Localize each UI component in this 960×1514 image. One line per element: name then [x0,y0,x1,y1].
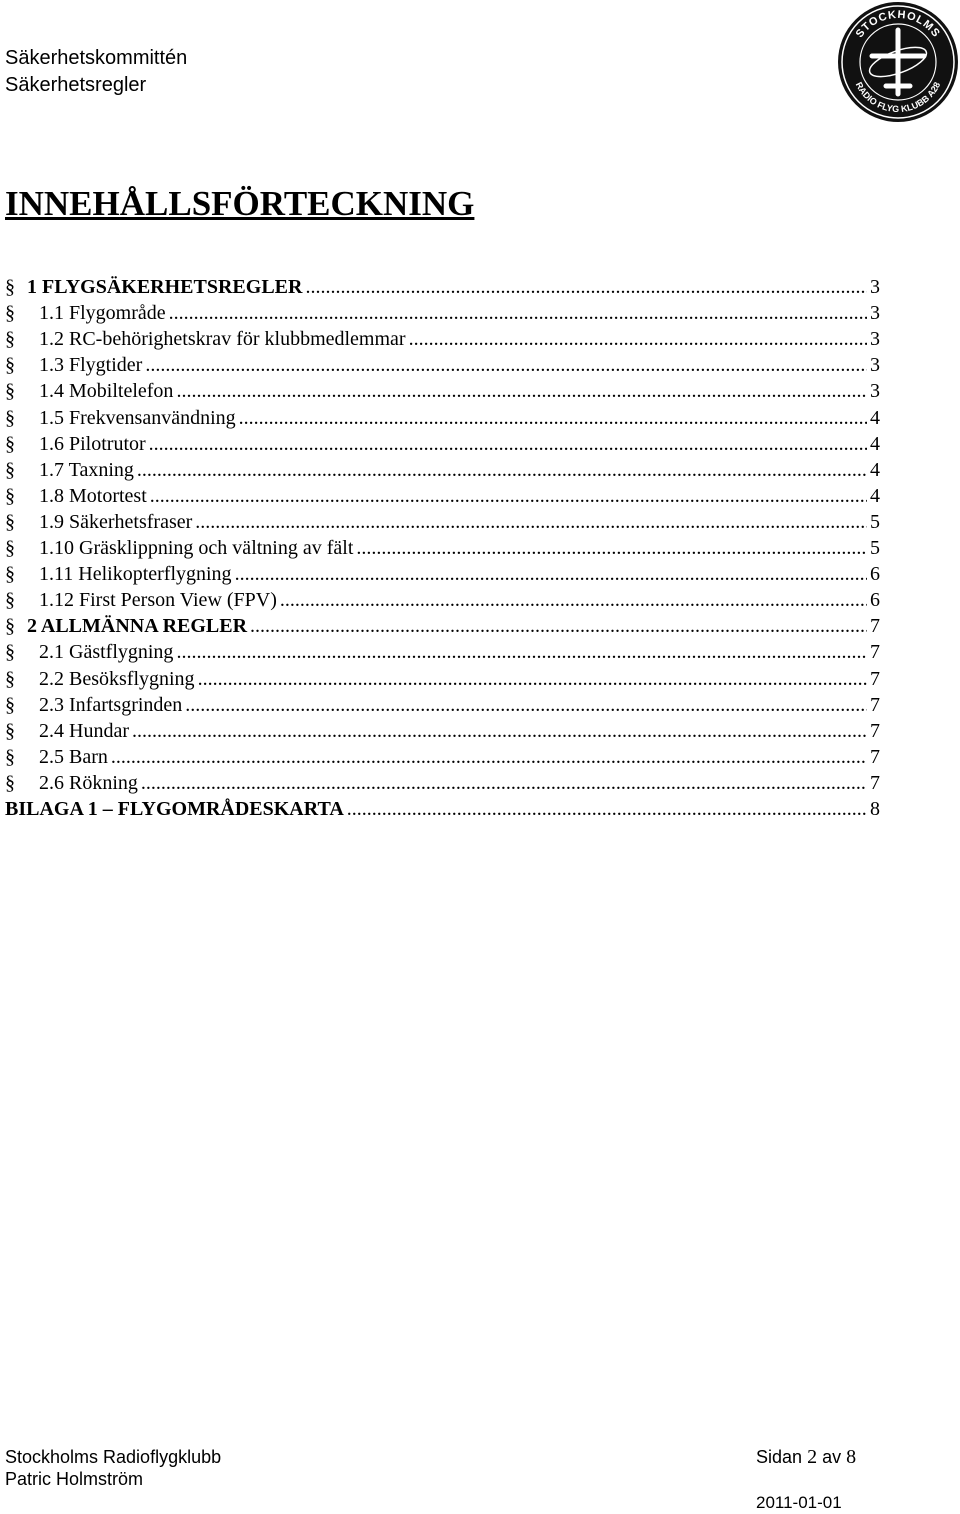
toc-leader-dots [356,535,867,561]
toc-entry-page: 7 [870,693,880,716]
section-sign: § [5,510,15,533]
page-total: 8 [846,1446,857,1468]
toc-leader-dots [132,718,867,744]
toc-leader-dots [145,352,867,378]
toc-entry-page: 4 [870,484,880,507]
toc-leader-dots [169,300,867,326]
toc-entry[interactable] [5,718,880,744]
toc-leader-dots [239,405,867,431]
toc-entry[interactable] [5,770,880,796]
toc-entry[interactable] [5,561,880,587]
toc-entry[interactable] [5,692,880,718]
toc-entry[interactable] [5,300,880,326]
toc-entry-label: 2.6 Rökning [39,771,138,794]
toc-entry-page: 5 [870,510,880,533]
toc-entry[interactable] [5,431,880,457]
logo-bottom-text: RADIO FLYG KLUBB A28 [853,80,943,115]
toc-entry-page: 6 [870,563,880,586]
toc-entry-label: 1.5 Frekvensanvändning [39,406,236,429]
section-sign: § [5,693,15,716]
toc-entry[interactable] [5,613,880,639]
club-logo [836,0,960,124]
toc-entry[interactable] [5,274,880,300]
toc-entry-page: 5 [870,537,880,559]
section-sign: § [5,771,15,794]
toc-entry-page: 3 [870,276,880,298]
toc-entry-page: 3 [870,328,880,351]
toc-leader-dots [176,639,867,665]
toc-entry[interactable] [5,744,880,770]
section-sign: § [5,302,15,325]
toc-entry-label: 2.5 Barn [39,745,108,768]
toc-entry-label: 1.12 First Person View (FPV) [39,589,277,612]
toc-entry-page: 3 [870,354,880,377]
toc-entry[interactable] [5,535,880,561]
toc-leader-dots [185,692,867,718]
toc-entry-page: 4 [870,458,880,481]
toc-entry-label: 1.10 Gräsklippning och vältning av fält [39,537,354,559]
toc-entry-label: 1.3 Flygtider [39,354,143,377]
toc-entry-label: 2.1 Gästflygning [39,641,174,664]
page-title: INNEHÅLLSFÖRTECKNING [5,184,475,223]
toc-entry[interactable] [5,378,880,404]
section-sign: § [5,641,15,664]
section-sign: § [5,276,15,298]
toc-entry[interactable] [5,352,880,378]
toc-leader-dots [198,666,867,692]
footer-page-number [756,1446,856,1468]
section-sign: § [5,484,15,507]
toc-entry-label: 2.4 Hundar [39,719,129,742]
toc-entry-label: 1.1 Flygområde [39,302,166,325]
toc-entry-page: 7 [870,667,880,690]
toc-leader-dots [149,431,867,457]
toc-entry[interactable] [5,405,880,431]
footer-organization: Stockholms Radioflygklubb [5,1447,222,1467]
section-sign: § [5,563,15,586]
toc-entry-page: 8 [870,798,880,820]
page-separator: av [822,1447,842,1467]
toc-entry-page: 4 [870,406,880,429]
toc-entry-label: 1.7 Taxning [39,458,134,481]
toc-leader-dots [150,483,867,509]
toc-entry-label: 1.9 Säkerhetsfraser [39,510,193,533]
toc-leader-dots [195,509,867,535]
logo-top-text: STOCKHOLMS [853,8,943,41]
toc-entry-page: 7 [870,771,880,794]
section-sign: § [5,745,15,768]
section-sign: § [5,537,15,559]
page-prefix: Sidan [756,1447,803,1467]
toc-entry[interactable] [5,483,880,509]
toc-entry[interactable] [5,666,880,692]
toc-leader-dots [347,796,867,822]
toc-entry-label: 2.3 Infartsgrinden [39,693,183,716]
toc-entry-label: 1 FLYGSÄKERHETSREGLER [27,276,303,298]
toc-entry-page: 7 [870,719,880,742]
header-committee: Säkerhetskommittén [5,47,188,69]
toc-entry-label: 1.2 RC-behörighetskrav för klubbmedlemmar [39,328,406,351]
toc-entry-label: 2.2 Besöksflygning [39,667,195,690]
toc-entry-label: 1.8 Motortest [39,484,147,507]
toc-entry-label: BILAGA 1 – FLYGOMRÅDESKARTA [5,798,344,820]
toc-entry-label: 2 ALLMÄNNA REGLER [27,615,248,638]
toc-leader-dots [250,613,867,639]
toc-entry[interactable] [5,587,880,613]
toc-entry-label: 1.6 Pilotrutor [39,432,146,455]
section-sign: § [5,328,15,351]
footer-date: 2011-01-01 [756,1493,842,1512]
section-sign: § [5,380,15,403]
toc-entry[interactable] [5,509,880,535]
section-sign: § [5,589,15,612]
toc-leader-dots [137,457,867,483]
section-sign: § [5,458,15,481]
section-sign: § [5,406,15,429]
toc-entry-page: 7 [870,615,880,638]
toc-leader-dots [111,744,867,770]
toc-leader-dots [280,587,867,613]
toc-leader-dots [141,770,867,796]
toc-leader-dots [409,326,867,352]
section-sign: § [5,667,15,690]
toc-entry[interactable] [5,326,880,352]
toc-entry[interactable] [5,796,880,822]
toc-entry[interactable] [5,639,880,665]
toc-leader-dots [235,561,867,587]
section-sign: § [5,432,15,455]
section-sign: § [5,615,15,638]
page-current: 2 [807,1446,818,1468]
toc-entry[interactable] [5,457,880,483]
toc-leader-dots [176,378,867,404]
toc-entry-label: 1.4 Mobiltelefon [39,380,174,403]
toc-entry-page: 6 [870,589,880,612]
header-document-name: Säkerhetsregler [5,74,147,96]
toc-entry-page: 3 [870,302,880,325]
footer-author: Patric Holmström [5,1469,144,1489]
toc-entry-page: 7 [870,745,880,768]
toc-entry-page: 7 [870,641,880,664]
toc-entry-page: 3 [870,380,880,403]
toc-entry-page: 4 [870,432,880,455]
section-sign: § [5,354,15,377]
toc-leader-dots [305,274,867,300]
section-sign: § [5,719,15,742]
toc-entry-label: 1.11 Helikopterflygning [39,563,232,586]
